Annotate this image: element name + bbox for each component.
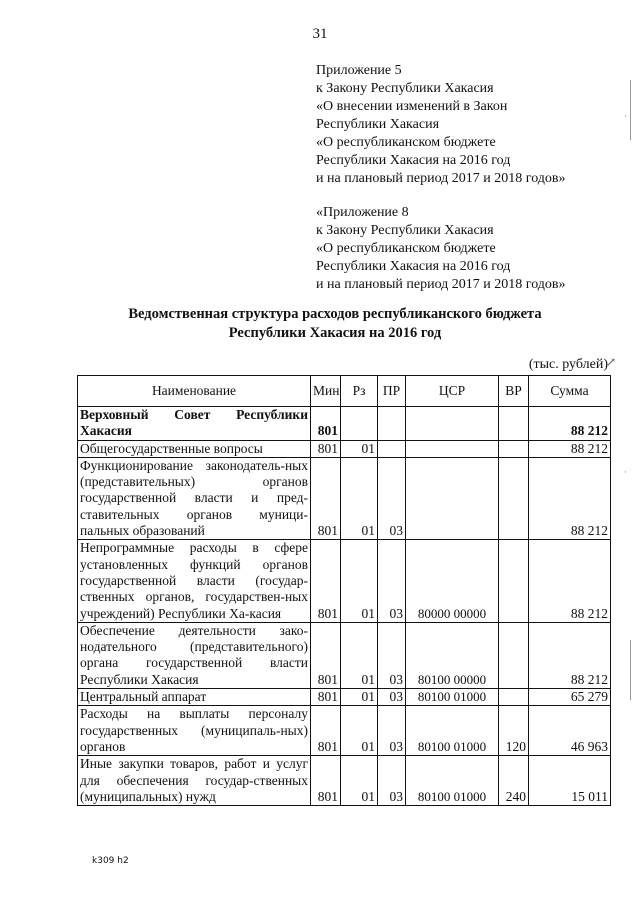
units-label: (тыс. рублей)	[528, 357, 608, 372]
appendix-line: и на плановый период 2017 и 2018 годов»	[316, 277, 566, 292]
cell-csr	[406, 440, 499, 457]
cell-rz	[341, 407, 378, 441]
cell-name: Иные закупки товаров, работ и услуг для обеспечения государ-ственных (муниципальных) нужд	[78, 756, 311, 806]
cell-pr: 03	[378, 622, 406, 688]
cell-name: Общегосударственные вопросы	[78, 440, 311, 457]
cell-rz: 01	[341, 540, 378, 622]
scan-edge-line	[630, 640, 631, 700]
appendix-line: и на плановый период 2017 и 2018 годов»	[316, 171, 566, 186]
cell-min: 801	[311, 756, 341, 806]
appendix-line: «О республиканском бюджете	[316, 135, 496, 150]
appendix-8-header	[316, 204, 566, 294]
cell-rz: 01	[341, 689, 378, 706]
cell-sum: 65 279	[529, 689, 611, 706]
cell-sum: 88 212	[529, 407, 611, 441]
cell-rz: 01	[341, 756, 378, 806]
cell-name: Обеспечение деятельности зако-нодательного (представительного) органа государственной власти Республики Хакасия	[78, 622, 311, 688]
cell-sum: 46 963	[529, 706, 611, 756]
cell-rz: 01	[341, 706, 378, 756]
header-pr: ПР	[378, 376, 406, 407]
table-row	[78, 689, 611, 706]
header-rz: Рз	[341, 376, 378, 407]
cell-csr: 80100 00000	[406, 622, 499, 688]
cell-vr	[499, 540, 529, 622]
cell-vr	[499, 622, 529, 688]
scan-edge-line	[630, 80, 631, 140]
scan-mark: ·	[624, 468, 627, 478]
cell-pr: 03	[378, 457, 406, 539]
cell-vr	[499, 457, 529, 539]
cell-pr: 03	[378, 540, 406, 622]
cell-pr	[378, 407, 406, 441]
cell-sum: 15 011	[529, 756, 611, 806]
appendix-line: «О внесении изменений в Закон	[316, 99, 508, 114]
cell-sum: 88 212	[529, 622, 611, 688]
appendix-line: «О республиканском бюджете	[316, 241, 496, 256]
cell-name: Непрограммные расходы в сфере установленных функций органов государственной власти (государ-ственных органов, государствен-ных учреждений) Республики Ха-касия	[78, 540, 311, 622]
footer-code: k309 h2	[92, 856, 129, 866]
appendix-5-header	[316, 62, 566, 188]
cell-vr	[499, 440, 529, 457]
cell-min: 801	[311, 689, 341, 706]
pencil-mark-icon: ↗	[605, 355, 616, 369]
cell-vr	[499, 689, 529, 706]
table-row	[78, 622, 611, 688]
cell-rz: 01	[341, 622, 378, 688]
scan-mark: ·	[624, 112, 627, 122]
appendix-line: к Закону Республики Хакасия	[316, 81, 494, 96]
cell-min: 801	[311, 540, 341, 622]
cell-name: Верховный Совет Республики Хакасия	[78, 407, 311, 441]
cell-pr	[378, 440, 406, 457]
header-name: Наименование	[78, 376, 311, 407]
cell-min: 801	[311, 440, 341, 457]
cell-pr: 03	[378, 706, 406, 756]
header-sum: Сумма	[529, 376, 611, 407]
cell-sum: 88 212	[529, 457, 611, 539]
cell-pr: 03	[378, 756, 406, 806]
cell-pr: 03	[378, 689, 406, 706]
cell-vr: 240	[499, 756, 529, 806]
appendix-line: Республики Хакасия на 2016 год	[316, 259, 511, 274]
cell-min: 801	[311, 706, 341, 756]
title-line-2: Республики Хакасия на 2016 год	[228, 325, 442, 341]
header-vr: ВР	[499, 376, 529, 407]
cell-name: Центральный аппарат	[78, 689, 311, 706]
cell-csr	[406, 457, 499, 539]
appendix-line: Республики Хакасия на 2016 год	[316, 153, 511, 168]
table-row	[78, 756, 611, 806]
table-header-row	[78, 376, 611, 407]
cell-rz: 01	[341, 440, 378, 457]
appendix-line: Республики Хакасия	[316, 117, 440, 132]
cell-vr: 120	[499, 706, 529, 756]
cell-min: 801	[311, 457, 341, 539]
budget-table	[77, 375, 611, 806]
appendix-line: к Закону Республики Хакасия	[316, 223, 494, 238]
cell-name: Функционирование законодатель-ных (представительных) органов государственной власти и пред-ставительных органов муници-пальных образований	[78, 457, 311, 539]
header-min: Мин	[311, 376, 341, 407]
document-title	[60, 305, 610, 343]
cell-min: 801	[311, 622, 341, 688]
title-line-1: Ведомственная структура расходов республиканского бюджета	[128, 306, 542, 322]
table-row	[78, 540, 611, 622]
header-csr: ЦСР	[406, 376, 499, 407]
cell-sum: 88 212	[529, 540, 611, 622]
cell-csr	[406, 407, 499, 441]
cell-csr: 80100 01000	[406, 689, 499, 706]
cell-csr: 80000 00000	[406, 540, 499, 622]
cell-min: 801	[311, 407, 341, 441]
cell-sum: 88 212	[529, 440, 611, 457]
cell-csr: 80100 01000	[406, 706, 499, 756]
cell-csr: 80100 01000	[406, 756, 499, 806]
table-row	[78, 706, 611, 756]
cell-vr	[499, 407, 529, 441]
table-row	[78, 407, 611, 441]
table-row	[78, 440, 611, 457]
cell-rz: 01	[341, 457, 378, 539]
appendix-line: «Приложение 8	[316, 205, 409, 220]
cell-name: Расходы на выплаты персоналу государственных (муниципаль-ных) органов	[78, 706, 311, 756]
appendix-line: Приложение 5	[316, 63, 402, 78]
page-number: 31	[312, 26, 328, 42]
table-row	[78, 457, 611, 539]
